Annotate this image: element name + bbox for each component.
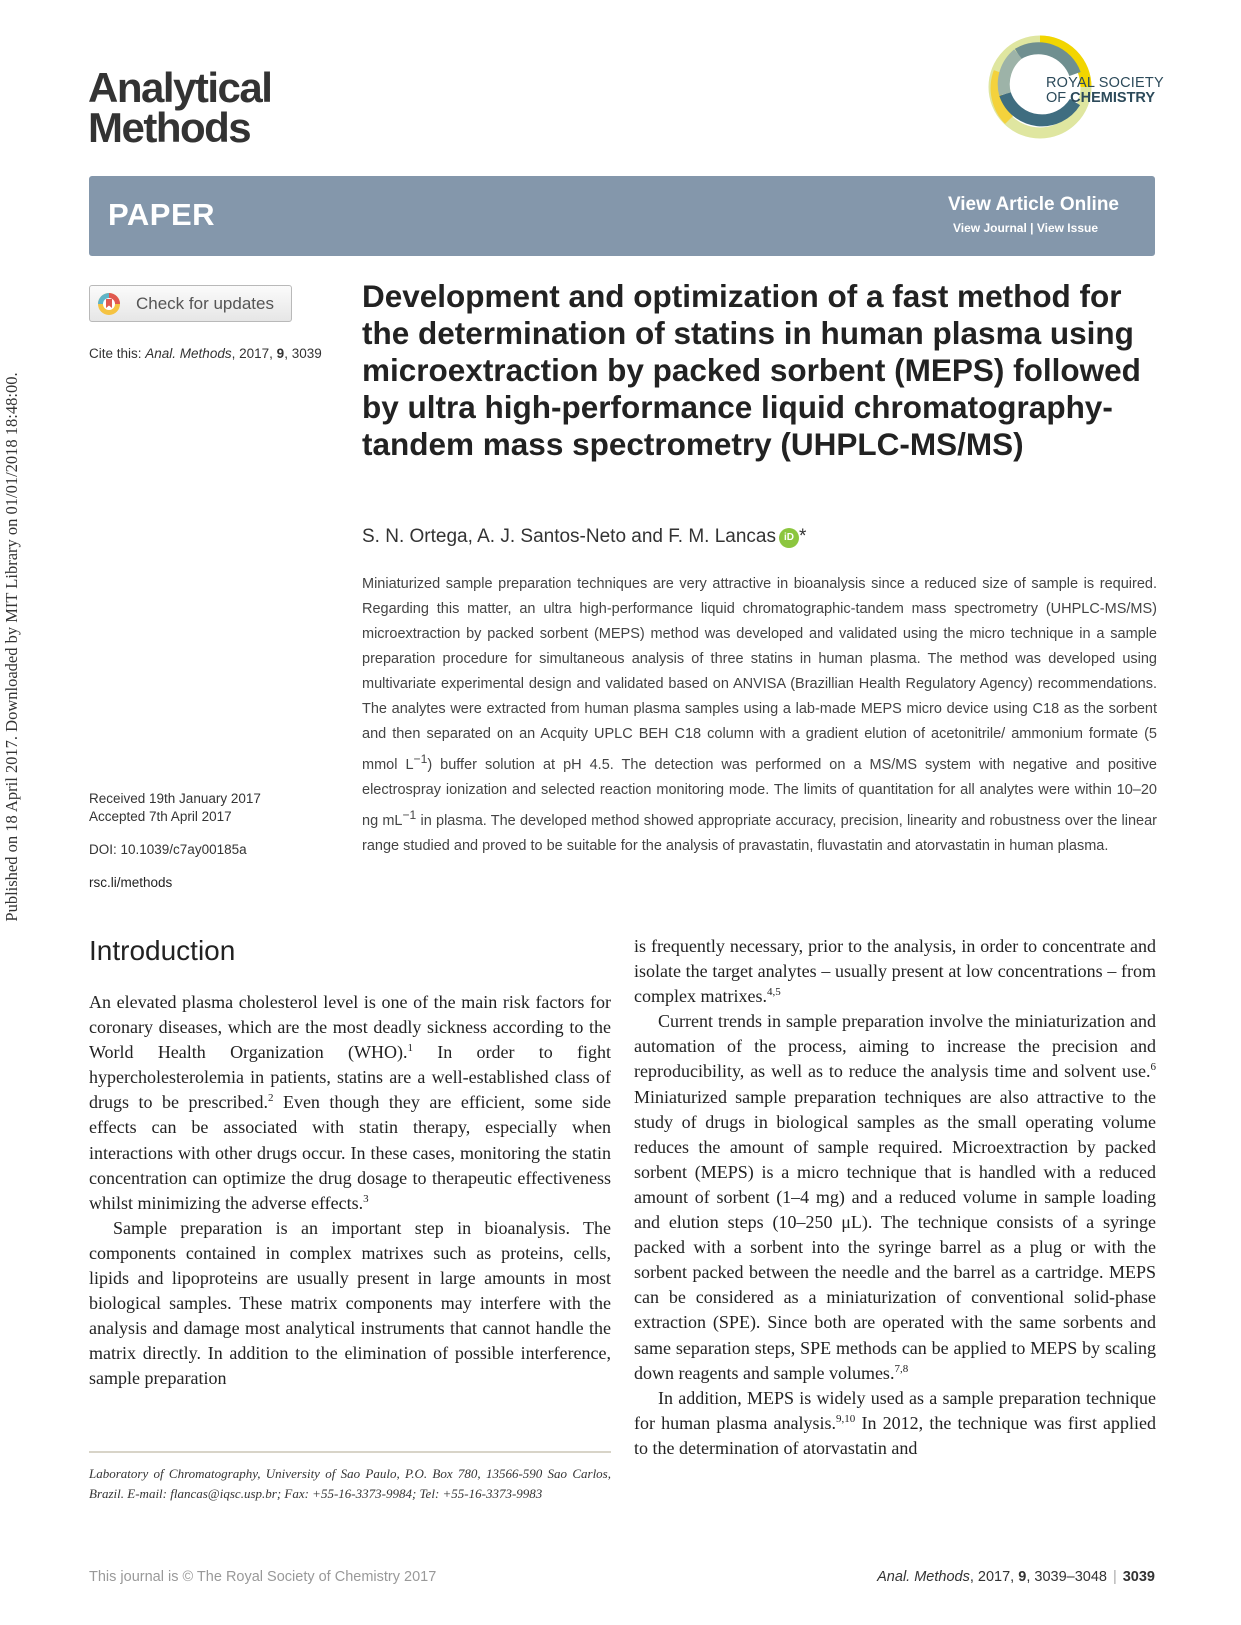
cite-prefix: Cite this: (89, 346, 146, 361)
abstract-text-1: Miniaturized sample preparation techniques are very attractive in bioanalysis since a reduced size of sample is required. Regarding this matter, an ultra high-performance liquid chromatographic-tandem mass spectrometry (UHPLC-MS/MS) microextraction by packed sorbent (MEPS) method was developed and validated using the micro technique in a sample preparation procedure for simultaneous analysis of three statins in human plasma. The method was developed using multivariate experimental design and validated based on ANVISA (Brazillian Health Regulatory Agency) recommendations. The analytes were extracted from human plasma samples using a lab-made MEPS micro device using C18 as the sorbent and then separated on an Acquity UPLC BEH C18 column with a gradient elution of acetonitrile/ ammonium formate (5 mmol L (362, 576, 1157, 773)
check-for-updates-label: Check for updates (136, 294, 274, 313)
view-links-separator: | (1030, 221, 1034, 235)
citation-ref[interactable]: 2 (267, 1092, 274, 1105)
footer-separator: | (1112, 1569, 1117, 1585)
rsc-journal-link[interactable]: rsc.li/methods (89, 875, 173, 890)
citation: Cite this: Anal. Methods, 2017, 9, 3039 (89, 346, 322, 361)
view-links (953, 221, 1098, 235)
cite-volume: 9 (276, 346, 285, 361)
article-dates (89, 790, 261, 826)
footer-year: 2017 (977, 1569, 1011, 1585)
citation-ref[interactable]: 6 (1150, 1061, 1156, 1074)
received-date: Received 19th January 2017 (89, 791, 261, 806)
rsc-logo-text (1046, 76, 1164, 106)
view-issue-link[interactable]: View Issue (1036, 221, 1098, 235)
paragraph: Current trends in sample preparation involve the miniaturization and automation of the process, aiming to increase the precision and reproducibility, as well as to reduce the analysis time and solvent use.$^6$ Miniaturized sample preparation techniques are also attractive to the study of drugs in biological samples as the small operating volume reduces the amount of sample required. Microextraction by packed sorbent (MEPS) is a micro technique that is handled with a reduced amount of sorbent (1–4 mg) and a reduced volume in sample loading and elution steps (10–250 μL). The technique consists of a syringe packed with a sorbent into the syringe barrel as a plug or with the sorbent packed between the needle and the barrel as a cartridge. MEPS can be considered as a miniaturization of conventional solid-phase extraction (SPE). Since both are operated with the same sorbents and same separation steps, SPE methods can be applied to MEPS by scaling down reagents and sample volumes.$^{7,8}$ (634, 1011, 1156, 1383)
citation-ref[interactable]: 4,5 (766, 986, 781, 999)
corresponding-author-mark: * (798, 526, 807, 547)
cite-page: 3039 (291, 346, 322, 361)
paragraph: is frequently necessary, prior to the analysis, in order to concentrate and isolate the target analytes – usually present at low concentrations – from complex matrixes.$^{4,5}$ (634, 936, 1156, 1007)
abstract-text-2: ) buffer solution at pH 4.5. The detection was performed on a MS/MS system with negative and positive electrospray ionization and selected reaction monitoring mode. The limits of quantitation for all analytes were within 10–20 ng mL (362, 756, 1157, 829)
rsc-logo-line2: CHEMISTRY (1070, 90, 1156, 106)
author-list (362, 526, 806, 548)
view-journal-link[interactable]: View Journal (952, 221, 1027, 235)
article-title: Development and optimization of a fast method for the determination of statins in human plasma using microextraction by packed sorbent (MEPS) followed by ultra high-performance liquid chromatography-tandem mass spectrometry (UHPLC-MS/MS) (362, 278, 1141, 462)
body-column-right (634, 934, 1156, 1461)
citation-ref[interactable]: 7,8 (894, 1362, 909, 1375)
journal-name-line2: Methods (88, 104, 251, 151)
page-citation-footer: Anal. Methods, 2017, 9, 3039–3048 | 3039 (877, 1569, 1155, 1585)
cite-journal: Anal. Methods (145, 346, 232, 361)
footnote-divider (89, 1451, 611, 1453)
publication-side-note: Published on 18 April 2017. Downloaded by MIT Library on 01/01/2018 18:48:00. (2, 372, 21, 922)
footer-journal: Anal. Methods (877, 1569, 970, 1585)
rsc-logo-line1: ROYAL SOCIETY (1046, 75, 1164, 91)
orcid-icon[interactable]: iD (779, 528, 799, 548)
article-type-label: PAPER (108, 197, 216, 232)
abstract-sup-1: −1 (413, 752, 428, 766)
footer-pages: 3039–3048 (1034, 1569, 1107, 1585)
body-column-left (89, 990, 611, 1392)
rsc-logo-line2-prefix: OF (1046, 90, 1071, 106)
affiliation-footnote: Laboratory of Chromatography, University of Sao Paulo, P.O. Box 780, 13566-590 Sao Carlos, Brazil. E-mail: flancas@iqsc.usp.br; Fax: +55-16-3373-9984; Tel: +55-16-3373-9983 (89, 1466, 611, 1501)
section-heading-introduction: Introduction (89, 935, 236, 966)
footer-volume: 9 (1018, 1569, 1027, 1585)
accepted-date: Accepted 7th April 2017 (89, 809, 232, 824)
abstract-text-3: in plasma. The developed method showed appropriate accuracy, precision, linearity and robustness over the linear range studied and proved to be suitable for the analysis of pravastatin, fluvastatin and atorvastatin in human plasma. (362, 812, 1157, 854)
view-article-online-link[interactable]: View Article Online (947, 194, 1119, 215)
check-for-updates-button[interactable] (89, 285, 292, 322)
paragraph: In addition, MEPS is widely used as a sample preparation technique for human plasma analysis.$^{9,10}$ In 2012, the technique was first applied to the determination of atorvastatin and (634, 1387, 1156, 1458)
page-number: 3039 (1122, 1569, 1155, 1585)
citation-ref[interactable]: 1 (407, 1042, 413, 1055)
cite-year: 2017 (239, 346, 270, 361)
abstract-sup-2: −1 (402, 807, 417, 822)
paragraph: Sample preparation is an important step in bioanalysis. The components contained in complex matrixes such as proteins, cells, lipids and lipoproteins are usually present in large amounts in most biological samples. These matrix components may interfere with the analysis and damage most analytical instruments that cannot handle the matrix directly. In addition to the elimination of possible interference, sample preparation (89, 1217, 611, 1389)
check-updates-icon (97, 292, 121, 316)
paragraph: An elevated plasma cholesterol level is one of the main risk factors for coronary diseases, which are the most deadly sickness according to the World Health Organization (WHO).$^1$ In order to fight hypercholesterolemia in patients, statins are a well-established class of drugs to be prescribed.$^2$ Even though they are efficient, some side effects can be associated with statin therapy, especially when interactions with other drugs occur. In these cases, monitoring the statin concentration can optimize the drug dosage to therapeutic effectiveness whilst minimizing the adverse effects.$^3$ (89, 992, 612, 1213)
citation-ref[interactable]: 3 (363, 1192, 369, 1205)
article-type-banner (89, 176, 1155, 256)
copyright-footer: This journal is © The Royal Society of Chemistry 2017 (89, 1569, 437, 1585)
authors-text: S. N. Ortega, A. J. Santos-Neto and F. M. Lancas (362, 526, 776, 547)
journal-name-line1: Analytical (88, 64, 272, 111)
citation-ref[interactable]: 9,10 (836, 1412, 856, 1425)
abstract (362, 572, 1157, 859)
journal-logo (88, 64, 272, 151)
doi[interactable]: DOI: 10.1039/c7ay00185a (89, 842, 247, 857)
